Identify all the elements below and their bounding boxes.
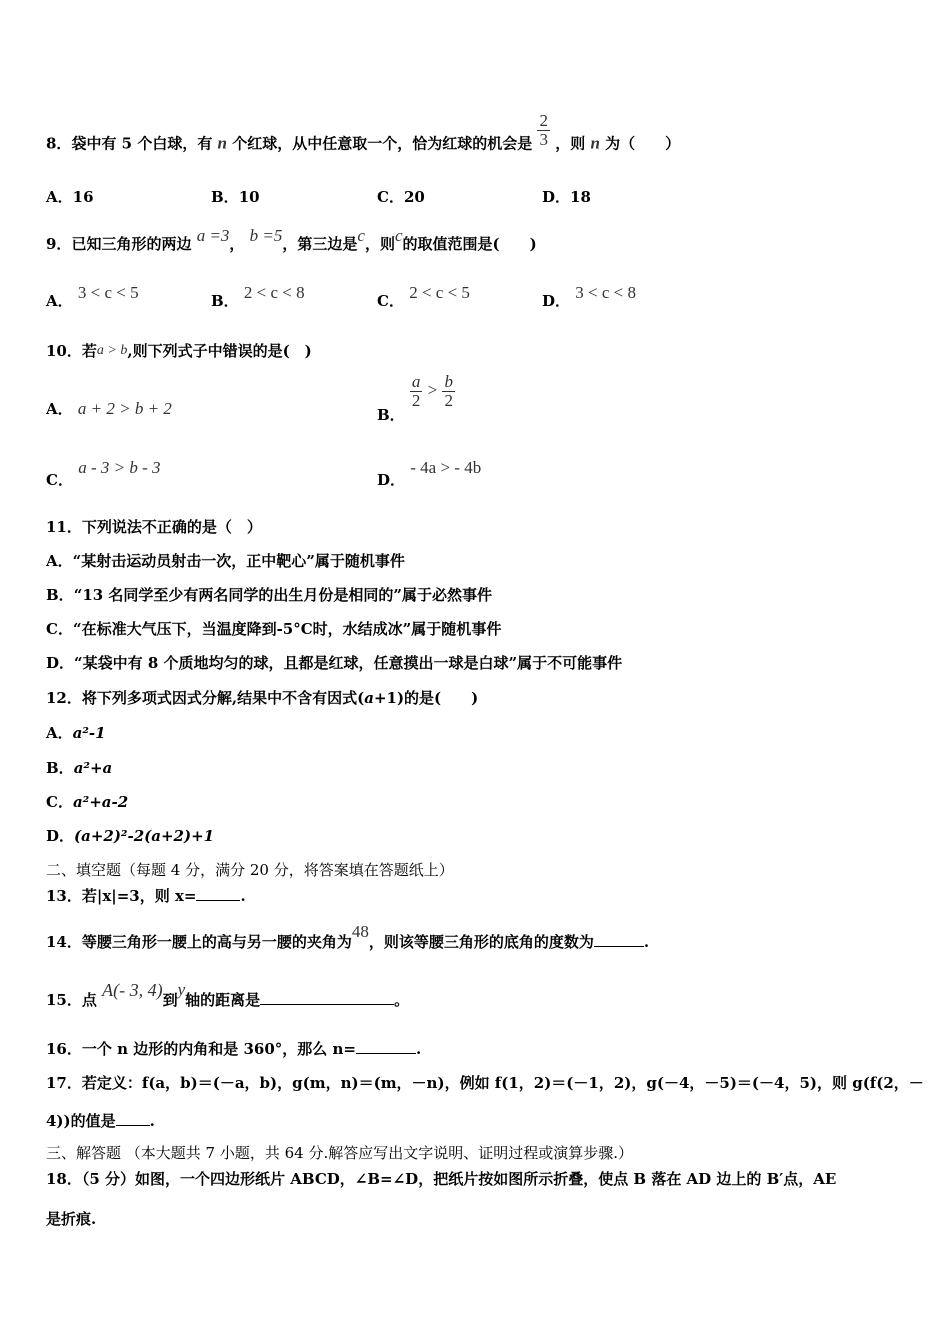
q15-text-b: 到 <box>162 991 178 1009</box>
q12-option-b <box>46 757 112 778</box>
option-label: D． <box>542 188 571 206</box>
question-16 <box>46 1038 421 1059</box>
option-value: 2 < c < 5 <box>409 283 470 302</box>
q10-number: 10． <box>46 342 82 360</box>
option-label: C． <box>46 471 73 489</box>
option-value: 3 < c < 5 <box>77 283 139 302</box>
option-value: “某袋中有 8 个质地均匀的球，且都是红球，任意摸出一球是白球”属于不可能事件 <box>74 654 623 672</box>
q14-angle: 48 <box>351 922 369 941</box>
frac-denominator: 2 <box>444 390 453 410</box>
question-10 <box>46 340 312 361</box>
question-11-title: 11．下列说法不正确的是（ ） <box>46 518 262 536</box>
q9-text-c: ，则 <box>364 235 395 253</box>
q8-text-d: 为（ ） <box>599 134 681 153</box>
frac-numerator: b <box>444 372 453 391</box>
q15-axis: y <box>177 980 186 999</box>
question-9 <box>46 226 537 254</box>
option-value: (a+2)²-2(a+2)+1 <box>74 827 215 845</box>
option-value: a²+a <box>73 759 113 777</box>
option-value: a²+a-2 <box>72 793 129 811</box>
option-label: B． <box>46 759 74 777</box>
option-b-fraction-b <box>442 373 455 410</box>
q8-frac-numerator: 2 <box>539 111 548 130</box>
q9-expr-a: a =3 <box>196 226 230 245</box>
option-label: C． <box>46 620 73 638</box>
option-b-fraction-a <box>410 373 423 410</box>
q14-end: . <box>643 933 650 951</box>
q10-option-d <box>377 458 482 490</box>
q8-text-c: ，则 <box>555 134 591 153</box>
question-18-line-2: 是折痕. <box>46 1210 97 1228</box>
q17-end: . <box>149 1112 155 1130</box>
question-8 <box>46 111 681 163</box>
frac-denominator: 2 <box>411 390 421 410</box>
option-value: 3 < c < 8 <box>575 283 636 302</box>
frac-numerator: a <box>411 372 421 391</box>
option-value: 10 <box>238 188 260 206</box>
q15-text-a: 15．点 <box>46 991 97 1009</box>
q11-option-b <box>46 584 492 605</box>
q12-option-c <box>46 791 128 812</box>
q9-separator: ， <box>229 235 245 253</box>
q13-text: 13．若|x|=3，则 x= <box>46 887 197 905</box>
q10-option-b <box>377 372 455 425</box>
question-14 <box>46 922 650 952</box>
q9-text-b: ，第三边是 <box>282 235 358 253</box>
option-value: a + 2 > b + 2 <box>77 399 172 418</box>
q9-option-d <box>542 283 636 311</box>
q13-answer-blank[interactable] <box>196 886 240 901</box>
option-label: A． <box>46 292 73 310</box>
option-label: A． <box>46 400 73 418</box>
question-18-line-1: 18．（5 分）如图，一个四边形纸片 ABCD，∠B=∠D，把纸片按如图所示折叠，使点 B 落在 AD 边上的 B′点，AE <box>46 1170 837 1188</box>
q15-answer-blank[interactable] <box>260 990 394 1005</box>
option-label: C． <box>377 188 404 206</box>
q8-var-n: n <box>217 133 228 153</box>
option-label: B． <box>46 586 74 604</box>
q12-title-b: +1)的是( ) <box>373 689 479 707</box>
q16-answer-blank[interactable] <box>356 1039 416 1054</box>
option-label: D． <box>46 654 75 672</box>
question-17-line-1: 17．若定义：f(a，b)＝(－a，b)，g(m，n)＝(m，－n)，例如 f(1，2)＝(－1，2)，g(－4，－5)＝(－4，5)，则 g(f(2，－ <box>46 1074 924 1092</box>
question-17-line-2 <box>46 1110 155 1131</box>
option-value: - 4a > - 4b <box>410 458 482 477</box>
q17-line2-text: 4))的值是 <box>46 1112 116 1130</box>
option-label: C． <box>377 292 404 310</box>
option-label: C． <box>46 793 73 811</box>
question-15 <box>46 980 410 1010</box>
q14-text-a: 14．等腰三角形一腰上的高与另一腰的夹角为 <box>46 933 352 951</box>
q15-text-c: 轴的距离是 <box>185 991 261 1009</box>
option-label: A． <box>46 188 73 206</box>
q9-number: 9． <box>46 235 72 253</box>
option-label: D． <box>377 471 406 489</box>
option-value: 16 <box>72 188 94 206</box>
q12-title-var: a <box>364 689 374 707</box>
option-label: B． <box>211 188 239 206</box>
q9-option-a <box>46 283 139 311</box>
q10-text-b: ,则下列式子中错误的是( ) <box>127 342 312 360</box>
option-value: a²-1 <box>72 724 106 742</box>
q10-option-c <box>46 458 161 490</box>
q17-answer-blank[interactable] <box>116 1111 150 1126</box>
option-label: A． <box>46 552 73 570</box>
option-label: D． <box>542 292 571 310</box>
section-3-heading: 三、解答题 （本大题共 7 小题，共 64 分.解答应写出文字说明、证明过程或演算步骤.） <box>46 1144 634 1162</box>
option-value: “13 名同学至少有两名同学的出生月份是相同的”属于必然事件 <box>73 586 493 604</box>
q12-option-d <box>46 825 214 846</box>
option-value: 18 <box>570 188 591 206</box>
q9-text-a: 已知三角形的两边 <box>71 235 192 253</box>
q8-fraction <box>537 112 550 149</box>
q10-text-a: 若 <box>81 342 97 360</box>
q12-title-a: 12．将下列多项式因式分解,结果中不含有因式( <box>46 689 365 707</box>
q10-option-a <box>46 398 172 419</box>
q9-option-b <box>211 283 305 311</box>
q16-end: . <box>415 1040 422 1058</box>
q9-expr-b: b =5 <box>249 226 283 245</box>
option-value: 20 <box>403 188 425 206</box>
option-value: a - 3 > b - 3 <box>78 458 161 477</box>
q9-var-c: c <box>357 226 365 245</box>
q13-end: . <box>240 887 246 905</box>
q9-var-c2: c <box>394 226 403 245</box>
q11-option-d <box>46 652 622 673</box>
q8-var-n2: n <box>590 133 600 153</box>
question-12-title <box>46 687 478 708</box>
q10-condition: a > b <box>96 343 128 358</box>
q8-option-a <box>46 186 94 207</box>
q8-number: 8． <box>46 134 72 153</box>
q9-text-d: 的取值范围是( ) <box>402 235 537 253</box>
option-value: “某射击运动员射击一次，正中靶心”属于随机事件 <box>72 552 405 570</box>
q15-end: 。 <box>394 991 410 1009</box>
q8-option-c <box>377 186 425 207</box>
q11-option-c <box>46 618 501 639</box>
q11-option-a <box>46 550 405 571</box>
q9-option-c <box>377 283 470 311</box>
q15-point: A(- 3, 4) <box>102 980 163 1000</box>
q8-frac-denominator: 3 <box>539 129 548 149</box>
option-value: “在标准大气压下，当温度降到-5°C时，水结成冰”属于随机事件 <box>72 620 502 638</box>
q8-text-a: 袋中有 5 个白球，有 <box>71 134 218 153</box>
q14-answer-blank[interactable] <box>594 932 644 947</box>
option-label: B． <box>211 292 239 310</box>
option-label: A． <box>46 724 73 742</box>
greater-than-sign: > <box>427 380 438 400</box>
q12-option-a <box>46 722 106 743</box>
section-2-heading: 二、填空题（每题 4 分，满分 20 分，将答案填在答题纸上） <box>46 861 454 879</box>
option-label: D． <box>46 827 75 845</box>
q16-text: 16．一个 n 边形的内角和是 360°，那么 n= <box>46 1040 356 1058</box>
option-label: B． <box>377 406 405 425</box>
q8-option-d <box>542 186 591 207</box>
q8-option-b <box>211 186 260 207</box>
q8-text-b: 个红球，从中任意取一个，恰为红球的机会是 <box>227 134 533 153</box>
option-value: 2 < c < 8 <box>243 283 305 302</box>
q14-text-b: ，则该等腰三角形的底角的度数为 <box>368 933 594 951</box>
question-13 <box>46 885 246 906</box>
